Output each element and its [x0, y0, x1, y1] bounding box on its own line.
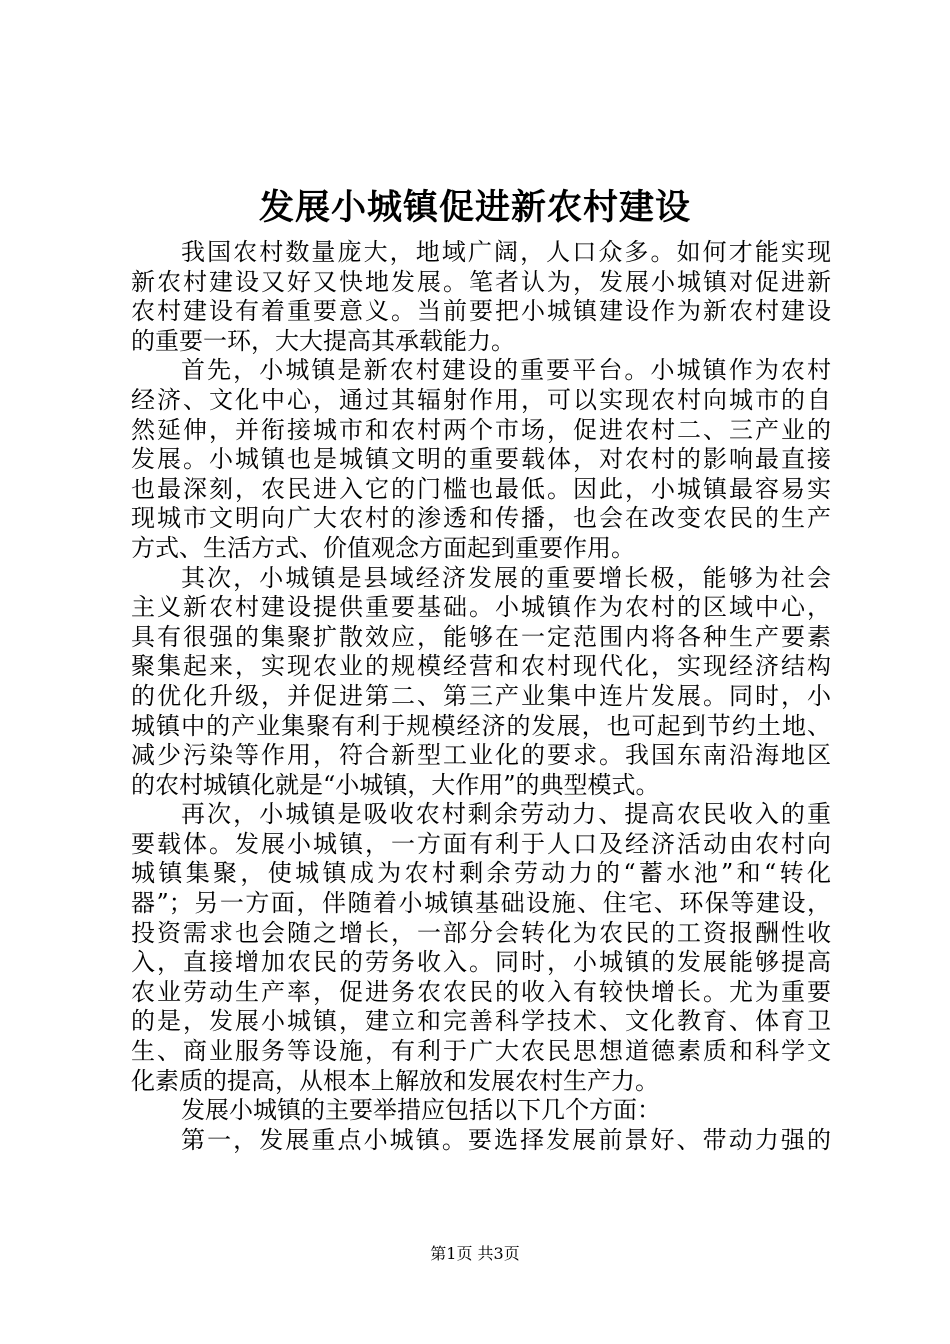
text-line: 新农村建设又好又快地发展。笔者认为，发展小城镇对促进新 [131, 267, 831, 296]
text-line: 的优化升级，并促进第二、第三产业集中连片发展。同时，小 [131, 681, 831, 710]
page-number-footer: 第1页 共3页 [430, 1244, 520, 1263]
text-line: 减少污染等作用，符合新型工业化的要求。我国东南沿海地区 [131, 741, 831, 770]
text-line: 发展。小城镇也是城镇文明的重要载体，对农村的影响最直接 [131, 445, 831, 474]
text-line: 第一，发展重点小城镇。要选择发展前景好、带动力强的 [181, 1125, 831, 1154]
text-line: 投资需求也会随之增长，一部分会转化为农民的工资报酬性收 [131, 918, 831, 947]
text-line: 的重要一环，大大提高其承载能力。 [131, 326, 515, 355]
text-line: 农村建设有着重要意义。当前要把小城镇建设作为新农村建设 [131, 297, 831, 326]
document-title: 发展小城镇促进新农村建设 [258, 187, 691, 228]
document-body [131, 238, 831, 1155]
text-line: 再次，小城镇是吸收农村剩余劳动力、提高农民收入的重 [181, 800, 831, 829]
text-line: 的农村城镇化就是“小城镇，大作用”的典型模式。 [131, 770, 660, 799]
text-line: 也最深刻，农民进入它的门槛也最低。因此，小城镇最容易实 [131, 474, 831, 503]
text-line: 生、商业服务等设施，有利于广大农民思想道德素质和科学文 [131, 1037, 831, 1066]
text-line: 经济、文化中心，通过其辐射作用，可以实现农村向城市的自 [131, 385, 831, 414]
text-line: 发展小城镇的主要举措应包括以下几个方面： [181, 1096, 661, 1125]
text-line: 其次，小城镇是县域经济发展的重要增长极，能够为社会 [181, 563, 831, 592]
text-line: 农业劳动生产率，促进务农农民的收入有较快增长。尤为重要 [131, 977, 831, 1006]
text-line: 我国农村数量庞大，地域广阔，人口众多。如何才能实现 [181, 238, 831, 266]
text-line: 的是，发展小城镇，建立和完善科学技术、文化教育、体育卫 [131, 1007, 831, 1036]
text-line: 具有很强的集聚扩散效应，能够在一定范围内将各种生产要素 [131, 622, 831, 651]
text-line: 器”；另一方面，伴随着小城镇基础设施、住宅、环保等建设， [131, 889, 831, 918]
text-line: 方式、生活方式、价值观念方面起到重要作用。 [131, 533, 635, 562]
text-line: 城镇集聚，使城镇成为农村剩余劳动力的“蓄水池”和“转化 [131, 859, 831, 888]
text-line: 然延伸，并衔接城市和农村两个市场，促进农村二、三产业的 [131, 415, 831, 444]
text-line: 城镇中的产业集聚有利于规模经济的发展，也可起到节约土地、 [131, 711, 831, 740]
text-line: 化素质的提高，从根本上解放和发展农村生产力。 [131, 1066, 659, 1095]
text-line: 现城市文明向广大农村的渗透和传播，也会在改变农民的生产 [131, 504, 831, 533]
text-line: 主义新农村建设提供重要基础。小城镇作为农村的区域中心， [131, 593, 831, 622]
text-line: 入，直接增加农民的劳务收入。同时，小城镇的发展能够提高 [131, 948, 831, 977]
text-line: 首先，小城镇是新农村建设的重要平台。小城镇作为农村 [181, 356, 831, 385]
text-line: 聚集起来，实现农业的规模经营和农村现代化，实现经济结构 [131, 652, 831, 681]
text-line: 要载体。发展小城镇，一方面有利于人口及经济活动由农村向 [131, 829, 831, 858]
